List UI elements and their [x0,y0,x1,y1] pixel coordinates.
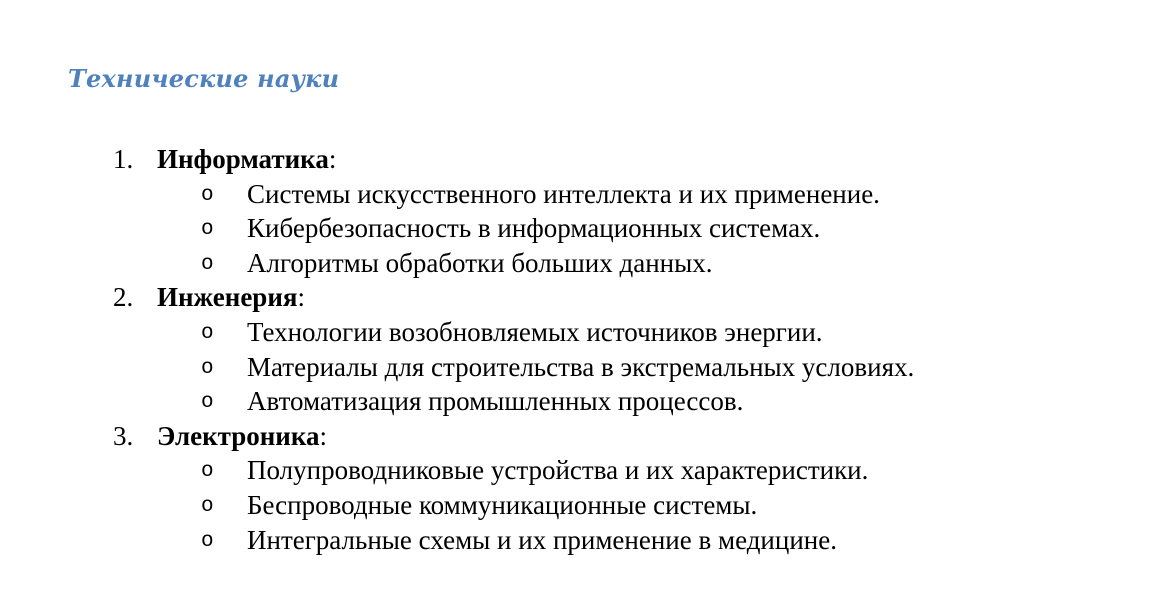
section-colon: : [328,144,337,174]
list-item [0,488,1159,523]
section-heading [157,419,327,454]
list-item [0,453,1159,488]
list-item-text: Алгоритмы обработки больших данных. [247,247,713,278]
list-item-text: Интегральные схемы и их применение в медицине. [247,524,837,555]
list-number: 2. [113,282,134,313]
list-item [0,177,1159,212]
section-colon: : [297,282,305,313]
list-item-text: Технологии возобновляемых источников энергии. [247,316,823,347]
list-item-section [0,142,1159,177]
circle-bullet-icon: o [201,183,214,207]
circle-bullet-icon: o [201,321,214,345]
section-heading [157,280,305,315]
section-title: Электроника [157,420,320,451]
page-heading: Технические науки [68,64,340,93]
list-item-section [0,419,1159,454]
circle-bullet-icon: o [201,391,214,415]
list-item-text: Системы искусственного интеллекта и их применение. [247,178,880,209]
circle-bullet-icon: o [201,494,214,518]
circle-bullet-icon: o [201,356,214,380]
list-item [0,211,1159,246]
numbered-topic-list [0,142,1159,557]
list-item [0,384,1159,419]
section-title: Инженерия [157,282,298,313]
list-item-section [0,280,1159,315]
list-item-text: Автоматизация промышленных процессов. [247,386,744,417]
section-colon: : [319,420,328,451]
circle-bullet-icon: o [201,218,214,242]
list-item [0,315,1159,350]
list-item [0,246,1159,281]
list-item-text: Кибербезопасность в информационных системах. [247,213,821,244]
list-item [0,523,1159,558]
list-item [0,350,1159,385]
list-item-text: Беспроводные коммуникационные системы. [247,489,758,520]
circle-bullet-icon: o [201,252,214,276]
circle-bullet-icon: o [201,460,214,484]
section-title: Информатика [157,144,329,174]
list-number: 1. [113,144,134,174]
section-heading [157,142,336,177]
circle-bullet-icon: o [201,529,214,553]
list-item-text: Полупроводниковые устройства и их характеристики. [247,455,869,486]
list-number: 3. [113,420,134,451]
list-item-text: Материалы для строительства в экстремальных условиях. [247,351,915,382]
